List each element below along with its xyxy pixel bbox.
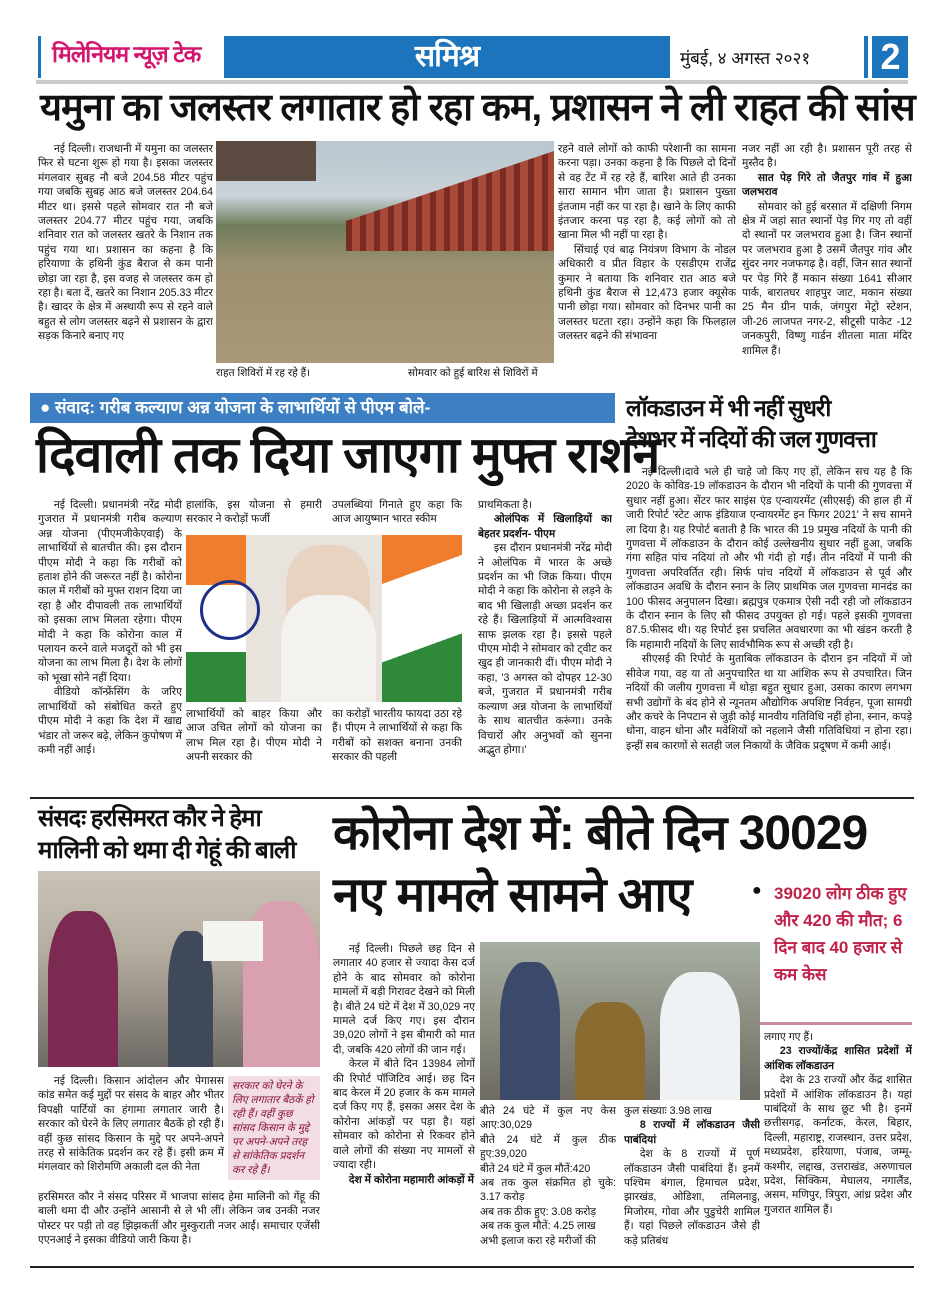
subheading: सात पेड़ गिरे तो जैतपुर गांव में हुआ जलभराव (742, 171, 912, 199)
stat-line: अब तक कुल मौतें: 4.25 लाख (480, 1220, 596, 1233)
paragraph: लाभार्थियों को बाहर किया और आज उचित लोगों को योजना का लाभ मिल रहा है। पीएम मोदी ने अपनी सरकार की (186, 708, 322, 764)
headline-corona-1: कोरोना देश में: बीते दिन 30029 (333, 807, 868, 860)
stat-line: बीते 24 घंटे में कुल मौतें:420 (480, 1162, 591, 1175)
subheading: 23 राज्यों/केंद्र शासित प्रदेशों में आंशिक लॉकडाउन (764, 1045, 912, 1072)
paragraph: सोमवार को हुई बरसात में दक्षिणी निगम क्षेत्र में जहां सात स्थानों पेड़ गिर गए तो वहीं दो स्थानों पर जलभराव हुआ है। जिन स्थानों पर जलभराव हुआ है उसमें जैतपुर गांव और सुंदर नगर नजफगढ़ है। वहीं, जिन सात स्थानों पर पेड़ गिरे हैं मकान संख्या 1641 सीआर पार्क, बारातघर शाहपुर जाट, मकान संख्या 25 मैन ग्रीन पार्क, जंगपुरा मेट्रो स्टेशन, जी-26 लाजपत नगर-2, सीटूसी पाकेट -12 जनकपुरी, विष्णु गार्डन शीतला माता मंदिर शामिल हैं। (742, 200, 912, 357)
paragraph: देश के 23 राज्यों और केंद्र शासित प्रदेशों में आंशिक लॉकडाउन है। यहां पाबंदियों के साथ छूट भी है। इनमें छत्तीसगढ़, कर्नाटक, केरल, बिहार, दिल्ली, महाराष्ट्र, राजस्थान, उत्तर प्रदेश, मध्यप्रदेश, हरियाणा, पंजाब, जम्मू-कश्मीर, लद्दाख, उत्तराखंड, अरुणाचल प्रदेश, सिक्किम, मेघालय, नगालैंड, असम, मणिपुर, त्रिपुरा, आंध्र प्रदेश और गुजरात शामिल हैं। (764, 1074, 912, 1216)
bullet-icon: ● (40, 398, 51, 417)
ration-col-1 (38, 498, 182, 790)
paragraph: देश के 8 राज्यों में पूर्ण लॉकडाउन जैसी पाबंदियां हैं। इनमें पश्चिम बंगाल, हिमाचल प्रदेश, झारखंड, ओडिशा, तमिलनाडु, मिजोरम, गोवा और पुडुचेरी शामिल हैं। यहां पिछले लॉकडाउन जैसे ही कड़े प्रतिबंध (624, 1148, 760, 1247)
yamuna-col-1 (38, 142, 213, 382)
bullet-icon: ● (752, 882, 762, 899)
masthead-title: मिलेनियम न्यूज़ टेक (52, 41, 201, 67)
bottom-divider (30, 1266, 914, 1268)
vaccination-photo (480, 942, 760, 1100)
paragraph: सीएसई की रिपोर्ट के मुताबिक लॉकडाउन के दौरान इन नदियों में जो सीवेज गया, वह या तो अनुपचारित था या आंशिक रूप से उपचारित। जिन नदियों की जलीय गुणवत्ता में थोड़ा बहुत सुधार हुआ, उसका कारण लगभग सभी उद्योगों के बंद होने से न्यूनतम औद्योगिक अपशिष्ट निर्वहन, पूजा सामग्री और कचरे के निपटान से जुड़ी कोई मानवीय गतिविधि नहीं होना, स्नान, कपड़े धोना, वाहन धोना और मवेशियों को नहलाने जैसी गतिविधियां न होना रहा। इन्हीं सब कारणों से सतही जल निकायों के जैविक प्रदूषण में कमी आई। (626, 653, 912, 752)
paragraph: नई दिल्ली। राजधानी में यमुना का जलस्तर फिर से घटना शुरू हो गया है। इसका जलस्तर मंगलवार सुबह नौ बजे 204.58 मीटर पहुंच गया जबकि सुबह आठ बजे जलस्तर 204.64 मीटर था। इससे पहले सोमवार रात नौ बजे जलस्तर 204.77 मीटर पहुंच गया, जबकि शनिवार रात को जलस्तर खतरे के निशान तक पहुंच गया था। प्रशासन का कहना है कि हरियाणा के हथिनी कुंड बैराज से कम पानी छोड़ा जा रहा है, इस वजह से जलस्तर कम हो रहा है। बता दें, खतरे का निशान 205.33 मीटर है। खादर के क्षेत्र में अस्थायी रूप से रहने वाले बहुत से लोग जलस्तर बढ़ने से प्रशासन के द्वारा सड़क किनारे बनाए गए (38, 143, 213, 343)
header-divider (36, 80, 908, 84)
corona-col-3 (624, 1104, 760, 1262)
photo-caption-right: सोमवार को हुई बारिश से शिविरों में (408, 367, 538, 379)
paragraph: उपलब्धियां गिनाते हुए कहा कि आज आयुष्मान भारत स्कीम (332, 499, 462, 526)
ration-col-4 (478, 498, 612, 790)
stat-line: बीते 24 घंटे में कुल नए केस आए:30,029 (480, 1105, 616, 1132)
masthead-left-bar (38, 36, 41, 78)
headline-rivers-2: देशभर में नदियों की जल गुणवत्ता (626, 426, 876, 452)
headline-rivers-1: लॉकडाउन में भी नहीं सुधरी (626, 395, 831, 421)
headline-corona-2: नए मामले सामने आए (333, 869, 692, 922)
parliament-protest-photo (38, 871, 320, 1067)
stat-line: अभी इलाज करा रहे मरीजों की (480, 1234, 597, 1247)
subheading: ओलंपिक में खिलाड़ियों का बेहतर प्रदर्शन- पीएम (478, 513, 612, 540)
ration-col-3-bottom (332, 707, 462, 790)
paragraph: नई दिल्ली।दावे भले ही चाहे जो किए गए हों, लेकिन सच यह है कि 2020 के कोविड-19 लॉकडाउन के दौरान भी नदियों के पानी की गुणवत्ता में सुधार नहीं हुआ। सेंटर फार साइंस एंड एन्वायरमेंट (सीएसई) की हाल ही में जारी रिपोर्ट 'स्टेट आफ इंडियाज एन्वायरमेंट इन फिगर 2021' ने सच सामने ला दिया है। यह रिपोर्ट बताती है कि भारत की 19 प्रमुख नदियों के पानी की गुणवत्ता में लॉकडाउन के दौरान कोई उल्लेखनीय सुधार नहीं हुआ, जबकि गंगा सहित पांच नदियां तो और भी गंदी हो गईं। तीन नदियों में पानी की गुणवत्ता अपरिवर्तित रही। सिर्फ पांच नदियों में लॉकडाउन से पूर्व और लॉकडाउन अवधि के दौरान स्नान के लिए प्राथमिक जल गुणवत्ता मानदंड का 100 फीसद अनुपालन दिखा। ब्रह्मपुत्र एकमात्र ऐसी नदी रही जो लॉकडाउन के दौरान स्नान के लिए सौ फीसद उपयुक्त हो गई। पहले इसकी गुणवत्ता 87.5.फीसद थी। यह रिपोर्ट इस प्रचलित अवधारणा का भी खंडन करती है कि महामारी नदियों के लिए सार्वभौमिक रूप से अच्छी रही है। (626, 466, 912, 651)
section-title: समिश्र (414, 40, 480, 73)
corona-col-1 (333, 942, 475, 1262)
pullquote-text: सरकार को घेरने के लिए लगातार बैठकें हो रही हैं। वहीं कुछ सांसद किसान के मुद्दे पर अपने-अपने तरह से सांकेतिक प्रदर्शन कर रहे हैं। (232, 1080, 314, 1176)
harsimrat-body-bottom (38, 1190, 320, 1262)
paragraph: कुल संख्याः 3.98 लाख (624, 1105, 712, 1117)
paragraph: नजर नहीं आ रही है। प्रशासन पूरी तरह से मुस्तैद है। (742, 143, 912, 170)
yamuna-col-3 (558, 142, 736, 382)
photo-caption-left: राहत शिविरों में रह रहे हैं। (216, 367, 311, 379)
paragraph: लगाए गए हैं। (764, 1031, 814, 1043)
paragraph: केरल में बीते दिन 13984 लोगों की रिपोर्ट पॉजिटिव आई। छह दिन बाद केरल में 20 हजार के कम मामले दर्ज किए गए हैं, इसका असर देश के कोरोना आंकड़ों पर पड़ा है। यहां सोमवार को कोरोना से रिकवर होने वाले लोगों की संख्या नए मामलों से ज्यादा रही। (333, 1058, 475, 1172)
ration-col-3-top (332, 498, 462, 528)
headline-yamuna: यमुना का जलस्तर लगातार हो रहा कम, प्रशासन ने ली राहत की सांस (40, 87, 915, 129)
harsimrat-body-top (38, 1074, 224, 1190)
ration-col-2-bottom (186, 707, 322, 790)
kicker-text: संवाद: गरीब कल्याण अन्न योजना के लाभार्थियों से पीएम बोले- (55, 398, 431, 417)
page-number (864, 36, 908, 78)
paragraph: रहने वाले लोगों को काफी परेशानी का सामना करना पड़ा। उनका कहना है कि पिछले दो दिनों से वह टेंट में रह रहे हैं, बारिश आते ही उनका सारा सामान भीग जाता है। प्रशासन पुख्ता इंतजाम नहीं कर पा रहा है। खाने के लिए काफी इंतजार करना पड़ रहा है, कई लोगों को तो खाना मिल भी नहीं पा रहा है। (558, 143, 736, 242)
paragraph: हालांकि, इस योजना से हमारी सरकार ने करोड़ों फर्जी (186, 499, 322, 526)
paragraph: हरसिमरत कौर ने संसद परिसर में भाजपा सांसद हेमा मालिनी को गेंहू की बाली थमा दी और उन्होंने आसानी से ले भी लीं। लेकिन जब उनकी नजर पोस्टर पर पड़ी तो वह झिझकतीं और मुस्कुराती नजर आईं। समाचार एजेंसी एएनआई ने इसका वीडियो जारी किया है। (38, 1191, 320, 1247)
stat-line: अब तक कुल संक्रमित हो चुके: 3.17 करोड़ (480, 1177, 616, 1204)
paragraph: प्राथमिकता है। (478, 499, 533, 511)
yamuna-col-4 (742, 142, 912, 382)
yamuna-flood-photo (216, 141, 554, 363)
stat-line: बीते 24 घंटे में कुल ठीक हुए:39,020 (480, 1133, 616, 1161)
subheading: 8 राज्यों में लॉकडाउन जैसी पाबंदियां (624, 1119, 760, 1146)
headline-harsimrat-1: संसदः हरसिमरत कौर ने हेमा (38, 805, 261, 832)
section-divider (30, 797, 914, 799)
rivers-body (626, 465, 912, 790)
pullquote-box (228, 1076, 320, 1180)
paragraph: नई दिल्ली। प्रधानमंत्री नरेंद्र मोदी गुजरात में प्रधानमंत्री गरीब कल्याण अन्न योजना (पीएमजीकेएवाई) के लाभार्थियों से बातचीत की। इस दौरान पीएम मोदी ने कहा कि गरीबों को हताश होने की जरूरत नहीं है। कोरोना काल में गरीबों को मुफ्त राशन दिया जा रहा है और दीपावली तक लाभार्थियों को इसका लाभ मिलता रहेगा। पीएम मोदी ने कहा कि कोरोना काल में पलायन करने वाले मजदूरों को भी इस योजना का लाभ मिला है। देश के लोगों को भूखा सोने नहीं दिया। (38, 499, 182, 684)
headline-harsimrat-2: मालिनी को थमा दी गेहूं की बाली (38, 837, 296, 864)
ration-col-2-top (186, 498, 322, 528)
paragraph: सिंचाई एवं बाढ़ नियंत्रण विभाग के नोडल अधिकारी व प्रीत विहार के एसडीएम राजेंद्र कुमार ने बताया कि शनिवार रात आठ बजे हथिनी कुंड बैराज से 12,473 हजार क्यूसेक पानी छोड़ा गया। सोमवार को दिनभर पानी का जलस्तर घटता रहा। उन्होंने कहा कि फिलहाल जलस्तर बढ़ने की संभावना (558, 243, 736, 343)
highlight-box (752, 880, 912, 1025)
pm-modi-photo (186, 535, 462, 702)
headline-ration: दिवाली तक दिया जाएगा मुफ्त राशन (36, 427, 660, 483)
section-bar (224, 36, 670, 78)
paragraph: नई दिल्ली। किसान आंदोलन और पेगासस कांड समेत कई मुद्दों पर संसद के बाहर और भीतर विपक्षी पार्टियों का हंगामा लगातार जारी है। सरकार को घेरने के लिए लगातार बैठकें हो रही हैं। वहीं कुछ सांसद किसान के मुद्दे पर अपने-अपने तरह से सांकेतिक प्रदर्शन कर रहे हैं। इसी क्रम में मंगलवार को शिरोमणि अकाली दल की नेता (38, 1075, 224, 1174)
corona-stats (480, 1104, 616, 1262)
highlight-text: 39020 लोग ठीक हुए और 420 की मौत; 6 दिन बाद 40 हजार से कम केस (774, 884, 907, 984)
kicker-banner (30, 393, 615, 423)
paragraph: नई दिल्ली। पिछले छह दिन से लगातार 40 हजार से ज्यादा केस दर्ज होने के बाद सोमवार को कोरोना मामलों में बड़ी गिरावट देखने को मिली है। बीते 24 घंटे में देश में 30,029 नए मामले दर्ज किए गए। इस दौरान 39,020 लोगों ने इस बीमारी को मात दी, जबकि 420 लोगों की जान गई। (333, 943, 475, 1056)
paragraph: वीडियो कॉन्फ्रेंसिंग के जरिए लाभार्थियों को संबोधित करते हुए पीएम मोदी ने कहा कि देश में खाद्य भंडार तो जरूर बढ़े, लेकिन कुपोषण में कमी नहीं आई। (38, 686, 182, 756)
dateline: मुंबई, ४ अगस्त २०२१ (680, 49, 811, 68)
page-number-value: 2 (872, 36, 908, 78)
paragraph: इस दौरान प्रधानमंत्री नरेंद्र मोदी ने ओलंपिक में भारत के अच्छे प्रदर्शन का भी जिक्र किया। पीएम मोदी ने कहा कि कोरोना से लड़ने के बाद भी खिलाड़ी अच्छा प्रदर्शन कर रहे हैं। खिलाड़ियों में आत्मविश्वास साफ झलक रहा है। इससे पहले पीएम मोदी ने सोमवार को ट्वीट कर खुद ही जानकारी दीं। पीएम मोदी ने कहा, '3 अगस्त को दोपहर 12-30 बजे, गुजरात में प्रधानमंत्री गरीब कल्याण अन्न योजना के लाभार्थियों के साथ बातचीत करूंगा। उनके विचारों और अनुभवों को सुनना अद्भुत होगा।' (478, 542, 612, 756)
corona-col-4 (764, 1030, 912, 1262)
subheading: देश में कोरोना महामारी आंकड़ों में (348, 1173, 474, 1186)
stat-line: अब तक ठीक हुए: 3.08 करोड़ (480, 1205, 596, 1218)
paragraph: का करोड़ों भारतीय फायदा उठा रहे हैं। पीएम ने लाभार्थियों से कहा कि गरीबों को सशक्त बनाना उनकी सरकार की पहली (332, 708, 462, 764)
